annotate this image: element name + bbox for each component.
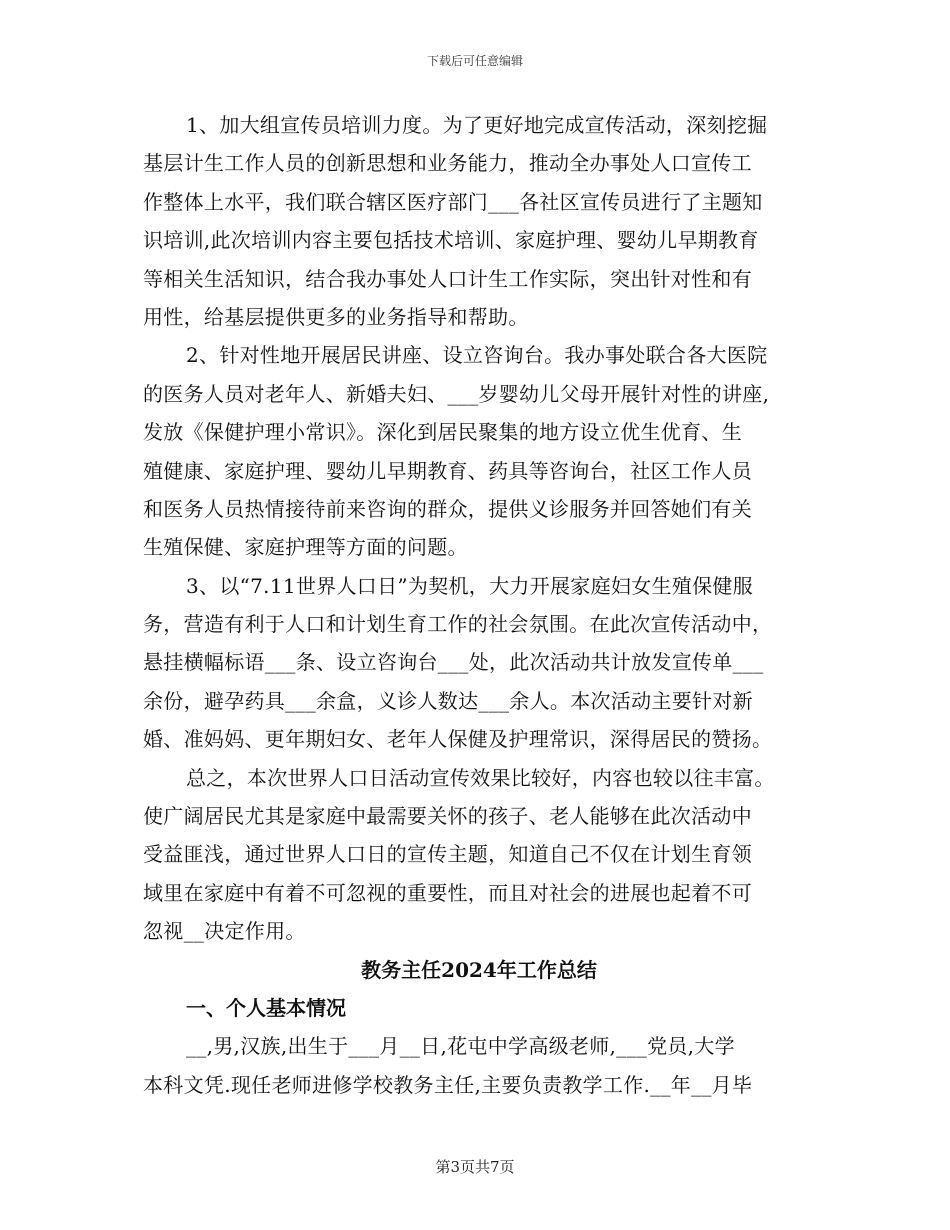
text-line: 基层计生工作人员的创新思想和业务能力，推动全办事处人口宣传工: [143, 151, 752, 176]
text-line: 总之，本次世界人口日活动宣传效果比较好，内容也较以往丰富。: [186, 765, 775, 790]
text-line: 识培训,此次培训内容主要包括技术培训、家庭护理、婴幼儿早期教育: [143, 228, 759, 253]
text-line: 的医务人员对老年人、新婚夫妇、___岁婴幼儿父母开展针对性的讲座,: [143, 381, 770, 406]
paragraph-population-day: [143, 567, 815, 759]
document-body: [143, 106, 815, 1104]
text-line: 婚、准妈妈、更年期妇女、老年人保健及护理常识，深得居民的赞扬。: [143, 727, 773, 752]
text-line: 殖健康、家庭护理、婴幼儿早期教育、药具等咨询台，社区工作人员: [143, 458, 752, 483]
paragraph-lectures: [143, 336, 815, 566]
text-line: 2、针对性地开展居民讲座、设立咨询台。我办事处联合各大医院: [186, 343, 768, 368]
text-line: 作整体上水平，我们联合辖区医疗部门___各社区宣传员进行了主题知: [143, 189, 763, 214]
text-line: 和医务人员热情接待前来咨询的群众，提供义诊服务并回答她们有关: [143, 496, 752, 521]
paragraph-intro: [143, 1027, 815, 1104]
page-footer: 第3页共7页: [435, 1158, 515, 1176]
text-line: 余份，避孕药具___余盒，义诊人数达___余人。本次活动主要针对新: [143, 688, 753, 713]
text-line: 悬挂横幅标语___条、设立咨询台___处，此次活动共计放发宣传单___: [143, 650, 764, 675]
text-line: 1、加大组宣传员培训力度。为了更好地完成宣传活动，深刻挖掘: [186, 113, 768, 137]
text-line: 受益匪浅，通过世界人口日的宣传主题，知道自己不仅在计划生育领: [143, 842, 752, 867]
text-line: 务，营造有利于人口和计划生育工作的社会氛围。在此次宣传活动中，: [143, 612, 773, 637]
text-line: 等相关生活知识，结合我办事处人口计生工作实际，突出针对性和有: [143, 266, 752, 291]
text-line: 生殖保健、家庭护理等方面的问题。: [143, 535, 468, 560]
text-line: 忽视__决定作用。: [143, 919, 306, 944]
section-heading: 一、个人基本情况: [186, 995, 346, 1020]
text-line: 发放《保健护理小常识》。深化到居民聚集的地方设立优生优育、生: [143, 420, 742, 445]
text-line: 本科文凭.现任老师进修学校教务主任,主要负责教学工作.__年__月毕: [143, 1072, 753, 1097]
text-line: 用性，给基层提供更多的业务指导和帮助。: [143, 304, 529, 329]
text-line: 使广阔居民尤其是家庭中最需要关怀的孩子、老人能够在此次活动中: [143, 804, 752, 829]
paragraph-training: [143, 106, 815, 336]
text-line: 域里在家庭中有着不可忽视的重要性，而且对社会的进展也起着不可: [143, 880, 752, 905]
section-title: 教务主任2024年工作总结: [361, 957, 597, 982]
page-header: 下载后可任意编辑: [426, 54, 523, 68]
paragraph-summary: [143, 759, 815, 951]
text-line: 3、以“7.11世界人口日”为契机，大力开展家庭妇女生殖保健服: [186, 573, 754, 598]
text-line: __,男,汉族,出生于___月__日,花屯中学高级老师,___党员,大学: [186, 1034, 735, 1059]
